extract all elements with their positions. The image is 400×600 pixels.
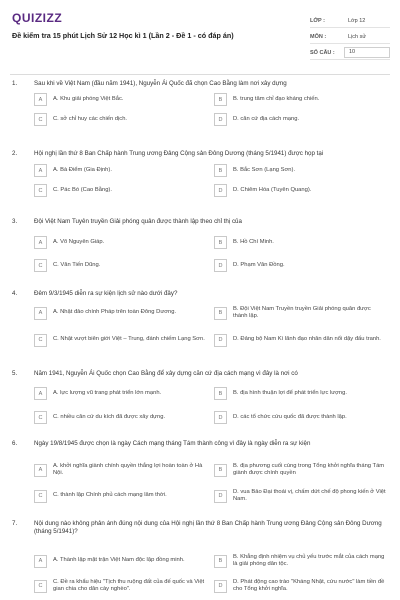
option-text: C. nhiều căn cứ du kích đã được xây dựng.	[53, 413, 166, 420]
option-letter: A	[34, 464, 47, 477]
quizizz-logo: QUIZIZZ	[12, 11, 63, 25]
option-text: B. Khẳng định nhiệm vụ chủ yếu trước mắt của cách mạng là giải phóng dân tộc.	[233, 553, 385, 567]
option-letter: D	[214, 411, 227, 424]
option-letter: A	[34, 164, 47, 177]
option-b[interactable]	[214, 235, 386, 250]
option-b[interactable]	[214, 92, 386, 107]
option-d[interactable]	[214, 576, 386, 596]
option-b[interactable]	[214, 163, 386, 178]
option-c[interactable]	[34, 112, 206, 127]
option-text: B. địa phương cuối cùng trong Tổng khởi nghĩa tháng Tám giành được chính quyền	[233, 462, 385, 476]
option-letter: B	[214, 555, 227, 568]
option-letter: C	[34, 259, 47, 272]
option-letter: C	[34, 334, 47, 347]
option-text: D. Phát động cao trào "Kháng Nhật, cứu nước" làm tiền đề cho Tổng khởi nghĩa.	[233, 578, 385, 592]
option-letter: D	[214, 259, 227, 272]
meta-count-row	[310, 46, 390, 60]
question-number: 3.	[12, 218, 18, 225]
meta-subject-row	[310, 30, 390, 44]
option-text: D. Đảng bộ Nam Kì lãnh đạo nhân dân nổi dậy đấu tranh.	[233, 336, 381, 343]
option-d[interactable]	[214, 330, 386, 350]
question-text: Sau khi về Việt Nam (đầu năm 1941), Nguyễn Ái Quốc đã chọn Cao Bằng làm nơi xây dựng	[34, 80, 287, 87]
header	[0, 0, 400, 72]
option-letter: A	[34, 93, 47, 106]
option-b[interactable]	[214, 460, 386, 480]
option-d[interactable]	[214, 410, 386, 425]
option-c[interactable]	[34, 576, 206, 596]
option-text: C. thành lập Chính phủ cách mạng lâm thời.	[53, 492, 167, 499]
option-a[interactable]	[34, 460, 206, 480]
option-text: A. Bà Điểm (Gia Định).	[53, 166, 112, 173]
option-a[interactable]	[34, 235, 206, 250]
option-letter: B	[214, 236, 227, 249]
question-text: Ngày 19/8/1945 được chọn là ngày Cách mạng tháng Tám thành công vì đây là ngày diễn ra sự kiện	[34, 440, 311, 447]
option-text: D. Chiêm Hóa (Tuyên Quang).	[233, 186, 312, 193]
option-letter: D	[214, 490, 227, 503]
option-text: B. địa hình thuận lợi để phát triển lực lượng.	[233, 389, 347, 396]
option-letter: D	[214, 580, 227, 593]
option-letter: A	[34, 387, 47, 400]
option-b[interactable]	[214, 303, 386, 323]
option-text: B. trung tâm chỉ đạo kháng chiến.	[233, 95, 320, 102]
option-letter: B	[214, 387, 227, 400]
question-number: 2.	[12, 150, 18, 157]
option-letter: C	[34, 113, 47, 126]
option-text: C. sở chỉ huy các chiến dịch.	[53, 115, 128, 122]
option-letter: A	[34, 555, 47, 568]
option-letter: D	[214, 334, 227, 347]
option-text: D. căn cứ địa cách mạng.	[233, 115, 300, 122]
option-b[interactable]	[214, 551, 386, 571]
meta-class-row	[310, 14, 390, 28]
meta-value: Lịch sử	[348, 33, 367, 40]
option-letter: A	[34, 307, 47, 320]
option-a[interactable]	[34, 386, 206, 401]
option-c[interactable]	[34, 258, 206, 273]
option-letter: D	[214, 184, 227, 197]
option-letter: A	[34, 236, 47, 249]
option-text: C. Pác Bó (Cao Bằng).	[53, 186, 112, 193]
question-text: Nội dung nào không phản ánh đúng nội dung của Hội nghị lần thứ 8 Ban Chấp hành Trung ương Đảng Cộng sản Đông Dương (tháng 5/1941)?	[34, 520, 382, 536]
option-text: B. Đội Việt Nam Truyền truyền Giải phóng quân được thành lập.	[233, 305, 371, 319]
question-number: 6.	[12, 440, 18, 447]
option-text: A. Thành lập mặt trận Việt Nam độc lập đồng minh.	[53, 557, 185, 564]
meta-label: LỚP :	[310, 17, 325, 24]
option-d[interactable]	[214, 112, 386, 127]
option-text: B. Hồ Chí Minh.	[233, 238, 274, 245]
question-text: Hội nghị lần thứ 8 Ban Chấp hành Trung ương Đảng Cộng sản Đông Dương (tháng 5/1941) được họp tại	[34, 150, 324, 157]
option-letter: B	[214, 93, 227, 106]
option-a[interactable]	[34, 551, 206, 571]
meta-panel	[310, 14, 390, 62]
option-text: D. Phạm Văn Đồng.	[233, 261, 285, 268]
option-d[interactable]	[214, 486, 386, 506]
question-number: 7.	[12, 520, 18, 527]
question-text: Năm 1941, Nguyễn Ái Quốc chọn Cao Bằng để xây dựng căn cứ địa cách mạng vì đây là nơi có	[34, 370, 298, 377]
option-text: A. khởi nghĩa giành chính quyền thắng lợi hoàn toàn ở Hà Nội.	[53, 462, 203, 476]
meta-value: 10	[344, 47, 390, 58]
option-text: A. Nhật đảo chính Pháp trên toàn Đông Dương.	[53, 309, 177, 316]
option-text: D. vua Bảo Đại thoái vị, chấm dứt chế độ phong kiến ở Việt Nam.	[233, 488, 386, 502]
option-letter: C	[34, 580, 47, 593]
worksheet-title: Đề kiểm tra 15 phút Lịch Sử 12 Học kì 1 (Lần 2 - Đề 1 - có đáp án)	[12, 31, 234, 40]
option-c[interactable]	[34, 183, 206, 198]
question-number: 5.	[12, 370, 18, 377]
option-text: C. Văn Tiến Dũng.	[53, 261, 101, 268]
meta-label: MÔN :	[310, 33, 327, 40]
option-c[interactable]	[34, 330, 206, 350]
option-text: A. Võ Nguyên Giáp.	[53, 238, 105, 245]
option-letter: C	[34, 184, 47, 197]
option-a[interactable]	[34, 92, 206, 107]
option-letter: C	[34, 411, 47, 424]
question-text: Đội Việt Nam Tuyên truyền Giải phóng quân được thành lập theo chỉ thị của	[34, 218, 242, 225]
option-text: A. lực lượng vũ trang phát triển lớn mạnh.	[53, 389, 162, 396]
meta-value: Lớp 12	[348, 17, 366, 24]
option-letter: B	[214, 164, 227, 177]
question-text: Đêm 9/3/1945 diễn ra sự kiện lịch sử nào dưới đây?	[34, 290, 178, 297]
header-divider	[10, 74, 390, 75]
option-letter: B	[214, 464, 227, 477]
option-text: D. các tổ chức cứu quốc đã được thành lập.	[233, 413, 347, 420]
option-letter: B	[214, 307, 227, 320]
question-number: 1.	[12, 80, 18, 87]
option-b[interactable]	[214, 386, 386, 401]
option-c[interactable]	[34, 410, 206, 425]
option-d[interactable]	[214, 183, 386, 198]
option-text: C. Nhật vượt biên giới Việt – Trung, đánh chiếm Lạng Sơn.	[53, 336, 205, 343]
option-text: C. Đề ra khẩu hiệu "Tịch thu ruộng đất của đế quốc và Việt gian chia cho dân cày nghèo".	[53, 578, 205, 592]
option-a[interactable]	[34, 163, 206, 178]
option-a[interactable]	[34, 303, 206, 323]
meta-label: SỐ CÂU :	[310, 49, 335, 56]
option-text: A. Khu giải phóng Việt Bắc.	[53, 95, 124, 102]
option-letter: D	[214, 113, 227, 126]
option-letter: C	[34, 490, 47, 503]
option-c[interactable]	[34, 486, 206, 506]
option-text: B. Bắc Sơn (Lạng Sơn).	[233, 166, 296, 173]
question-number: 4.	[12, 290, 18, 297]
option-d[interactable]	[214, 258, 386, 273]
